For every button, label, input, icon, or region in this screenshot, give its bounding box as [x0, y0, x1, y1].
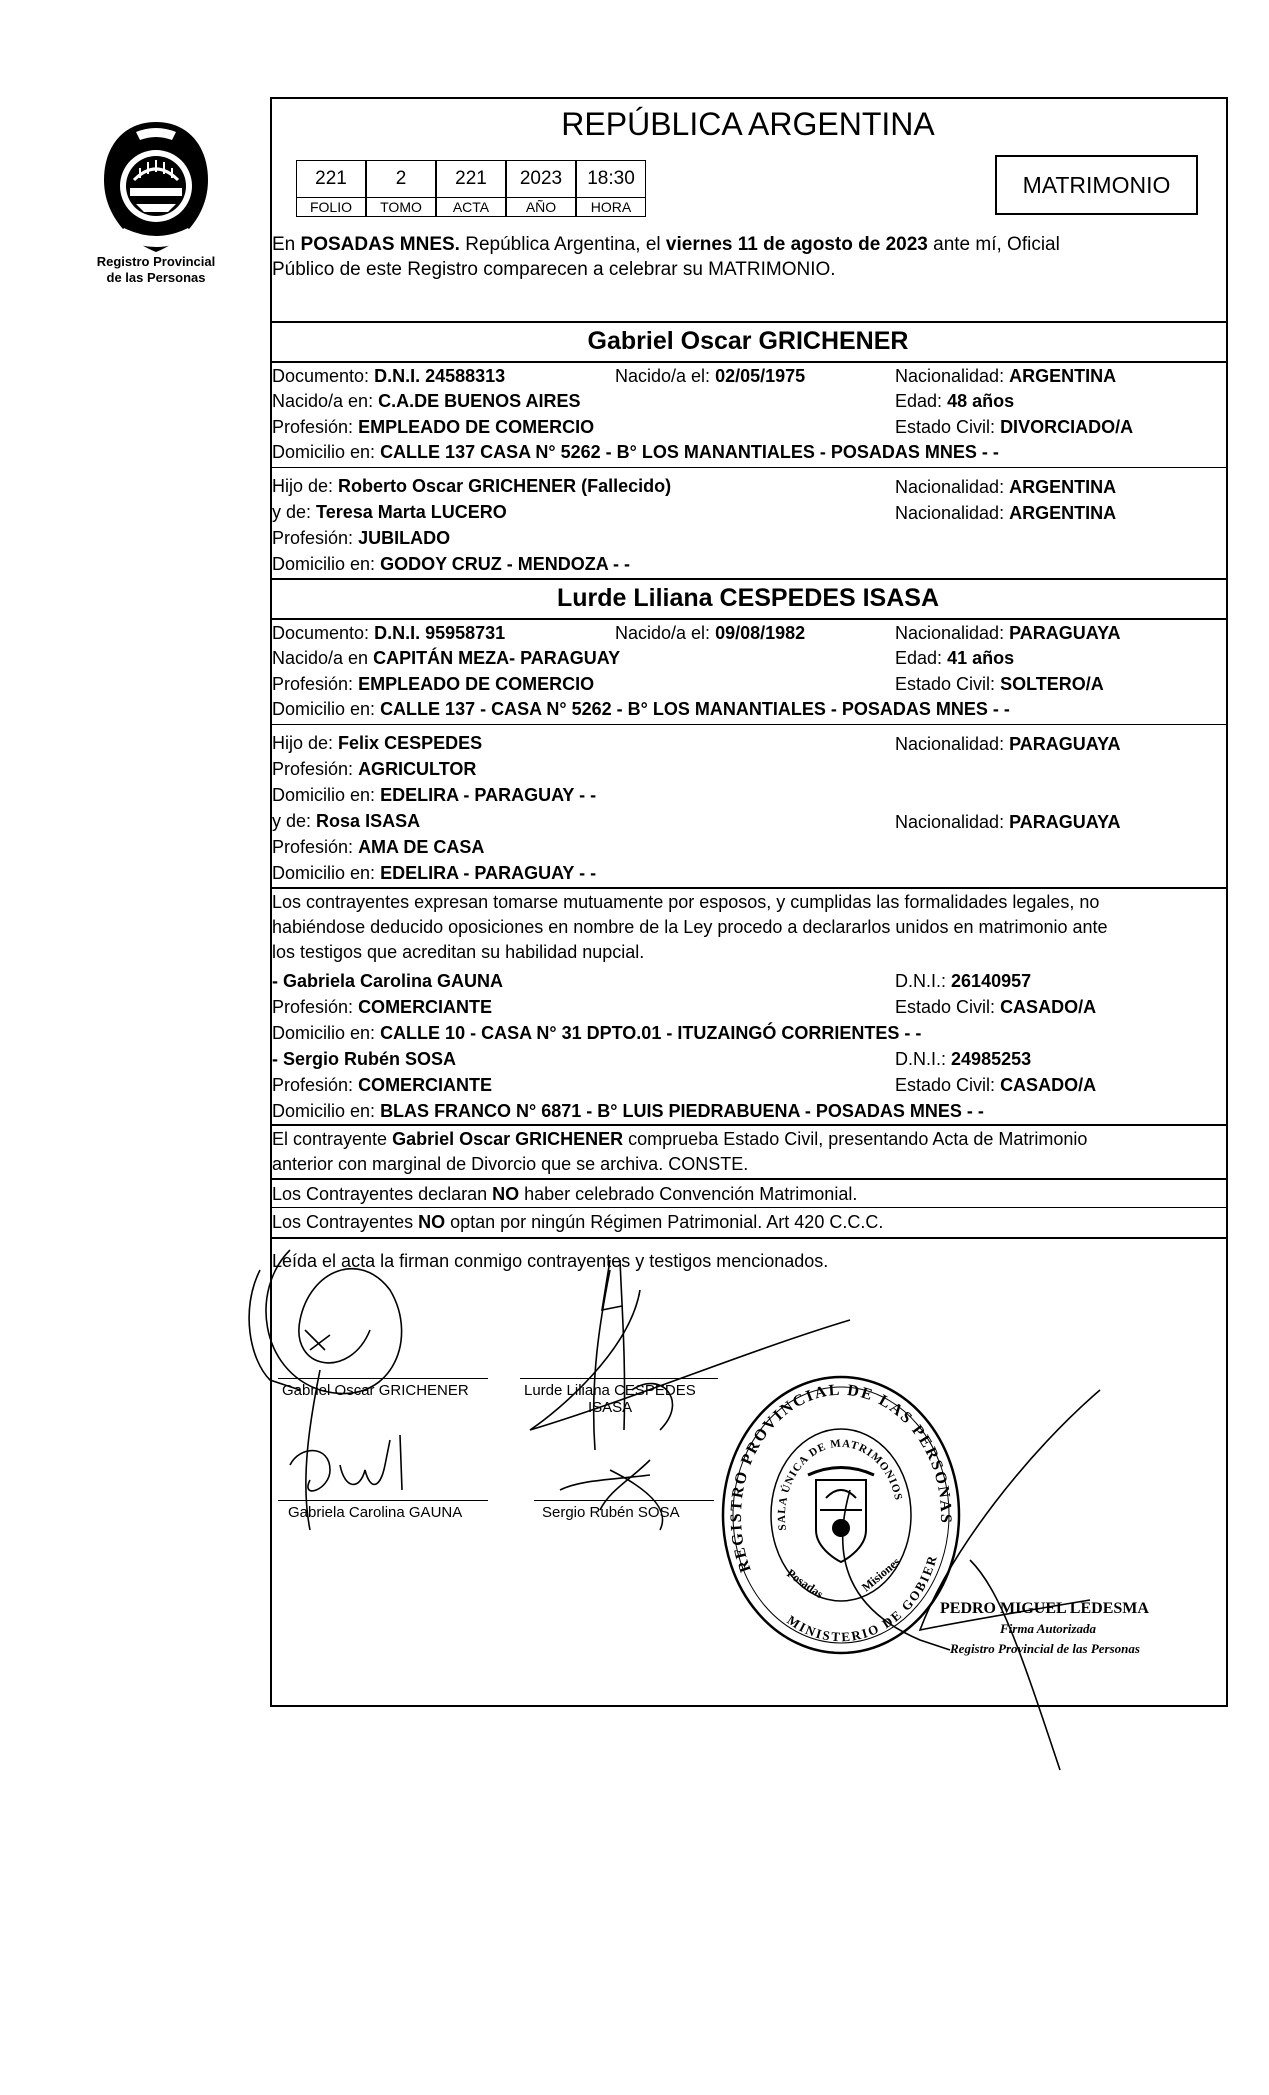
intro-line-2: Público de este Registro comparecen a celebrar su MATRIMONIO.	[272, 259, 836, 280]
bride-mother-nationality: Nacionalidad: PARAGUAYA	[895, 812, 1121, 832]
groom-father-nationality: Nacionalidad: ARGENTINA	[895, 477, 1117, 497]
groom-birthplace: Nacido/a en: C.A.DE BUENOS AIRES	[272, 391, 581, 411]
label-folio: FOLIO	[296, 197, 366, 217]
registry-seal-icon	[716, 1370, 966, 1660]
groom-parent-address: Domicilio en: GODOY CRUZ - MENDOZA - -	[272, 554, 631, 574]
signature-label-witness-1: Gabriela Carolina GAUNA	[288, 1504, 463, 1521]
divider	[270, 618, 1226, 620]
divider	[270, 1178, 1226, 1180]
bride-father-nationality: Nacionalidad: PARAGUAYA	[895, 734, 1121, 754]
intro-line-1: En POSADAS MNES. República Argentina, el viernes 11 de agosto de 2023 ante mí, Oficial	[272, 234, 1060, 255]
bride-born: Nacido/a el: 09/08/1982	[615, 623, 806, 643]
official-title: Firma Autorizada	[1000, 1621, 1096, 1636]
groom-nationality: Nacionalidad: ARGENTINA	[895, 366, 1117, 386]
field-acta: 221	[436, 160, 506, 198]
divider	[270, 361, 1226, 363]
note-line-1: El contrayente Gabriel Oscar GRICHENER comprueba Estado Civil, presentando Acta de Matrimonio	[272, 1129, 1088, 1149]
bride-address: Domicilio en: CALLE 137 - CASA N° 5262 - B° LOS MANANTIALES - POSADAS MNES - -	[272, 699, 1010, 719]
witness-2-dni: D.N.I.: 24985253	[895, 1049, 1032, 1069]
bride-father: Hijo de: Felix CESPEDES	[272, 733, 483, 753]
witness-2-civil-status: Estado Civil: CASADO/A	[895, 1075, 1097, 1095]
declaration-line-2: habiéndose deducido oposiciones en nombre de la Ley procedo a declararlos unidos en matrimonio ante	[272, 917, 1108, 937]
divider	[270, 724, 1226, 725]
province-seal-icon	[96, 118, 216, 258]
regime-line-2: Los Contrayentes NO optan por ningún Régimen Patrimonial. Art 420 C.C.C.	[272, 1212, 884, 1232]
label-anio: AÑO	[506, 197, 576, 217]
bride-age: Edad: 41 años	[895, 648, 1015, 668]
groom-profession: Profesión: EMPLEADO DE COMERCIO	[272, 417, 595, 437]
divider	[270, 887, 1226, 889]
divider	[270, 1124, 1226, 1126]
declaration-line-3: los testigos que acreditan su habilidad nupcial.	[272, 942, 645, 962]
bride-birthplace: Nacido/a en CAPITÁN MEZA- PARAGUAY	[272, 648, 621, 668]
witness-1-address: Domicilio en: CALLE 10 - CASA N° 31 DPTO.01 - ITUZAINGÓ CORRIENTES - -	[272, 1023, 922, 1043]
witness-1-profession: Profesión: COMERCIANTE	[272, 997, 493, 1017]
witness-1-name: - Gabriela Carolina GAUNA	[272, 971, 504, 991]
page-title: REPÚBLICA ARGENTINA	[561, 106, 935, 142]
regime-line-1: Los Contrayentes declaran NO haber celebrado Convención Matrimonial.	[272, 1184, 858, 1204]
witness-1-civil-status: Estado Civil: CASADO/A	[895, 997, 1097, 1017]
seal-inner-text: SALA ÚNICA DE MATRIMONIOS	[775, 1437, 905, 1532]
groom-civil-status: Estado Civil: DIVORCIADO/A	[895, 417, 1134, 437]
witness-2-address: Domicilio en: BLAS FRANCO N° 6871 - B° LUIS PIEDRABUENA - POSADAS MNES - -	[272, 1101, 984, 1121]
svg-text:SALA ÚNICA DE MATRIMONIOS	[776, 1438, 905, 1532]
field-anio: 2023	[506, 160, 576, 198]
intro-date: viernes 11 de agosto de 2023	[665, 234, 928, 255]
groom-document: Documento: D.N.I. 24588313	[272, 366, 506, 386]
bride-father-address: Domicilio en: EDELIRA - PARAGUAY - -	[272, 785, 597, 805]
logo-caption-2: de las Personas	[106, 270, 206, 285]
official-name: PEDRO MIGUEL LEDESMA	[940, 1600, 1149, 1617]
record-type-label: MATRIMONIO	[1022, 172, 1171, 198]
field-folio: 221	[296, 160, 366, 198]
divider	[270, 467, 1226, 468]
seal-city: Posadas	[784, 1565, 827, 1602]
groom-born: Nacido/a el: 02/05/1975	[615, 366, 806, 386]
witness-2-profession: Profesión: COMERCIANTE	[272, 1075, 493, 1095]
official-org: Registro Provincial de las Personas	[950, 1641, 1140, 1656]
official-seal	[716, 1370, 966, 1660]
bride-document: Documento: D.N.I. 95958731	[272, 623, 506, 643]
signature-label-witness-2: Sergio Rubén SOSA	[542, 1504, 680, 1521]
bride-mother: y de: Rosa ISASA	[272, 811, 421, 831]
witness-1-dni: D.N.I.: 26140957	[895, 971, 1032, 991]
field-hora: 18:30	[576, 160, 646, 198]
bride-mother-address: Domicilio en: EDELIRA - PARAGUAY - -	[272, 863, 597, 883]
groom-name: Gabriel Oscar GRICHENER	[587, 327, 909, 355]
seal-bottom-text: MINISTERIO DE GOBIER	[784, 1552, 941, 1645]
signature-label-bride-1: Lurde Liliana CESPEDES	[524, 1382, 696, 1399]
seal-province: Misiones	[858, 1554, 903, 1595]
declaration-line-1: Los contrayentes expresan tomarse mutuamente por esposos, y cumplidas las formalidades legales, no	[272, 892, 1100, 912]
signature-label-bride-2: ISASA	[588, 1399, 633, 1416]
note-line-2: anterior con marginal de Divorcio que se archiva. CONSTE.	[272, 1154, 749, 1174]
bride-nationality: Nacionalidad: PARAGUAYA	[895, 623, 1121, 643]
groom-father: Hijo de: Roberto Oscar GRICHENER (Fallecido)	[272, 476, 672, 496]
label-hora: HORA	[576, 197, 646, 217]
intro-place: POSADAS MNES.	[300, 234, 460, 255]
seal-outer-text: REGISTRO PROVINCIAL DE LAS PERSONAS	[727, 1381, 955, 1575]
closing-line: Leída el acta la firman conmigo contrayentes y testigos mencionados.	[272, 1251, 829, 1271]
logo-caption-1: Registro Provincial	[96, 254, 216, 269]
witness-2-name: - Sergio Rubén SOSA	[272, 1049, 457, 1069]
label-acta: ACTA	[436, 197, 506, 217]
bride-profession: Profesión: EMPLEADO DE COMERCIO	[272, 674, 595, 694]
field-tomo: 2	[366, 160, 436, 198]
groom-mother-nationality: Nacionalidad: ARGENTINA	[895, 503, 1117, 523]
bride-name: Lurde Liliana CESPEDES ISASA	[556, 584, 940, 612]
groom-address: Domicilio en: CALLE 137 CASA N° 5262 - B° LOS MANANTIALES - POSADAS MNES - -	[272, 442, 999, 462]
bride-mother-profession: Profesión: AMA DE CASA	[272, 837, 485, 857]
divider	[270, 321, 1226, 323]
groom-parent-profession: Profesión: JUBILADO	[272, 528, 451, 548]
svg-text:REGISTRO PROVINCIAL DE LAS PER	[728, 1382, 954, 1575]
signature-label-groom: Gabriel Oscar GRICHENER	[282, 1382, 469, 1399]
divider	[270, 578, 1226, 580]
divider	[270, 1207, 1226, 1208]
bride-civil-status: Estado Civil: SOLTERO/A	[895, 674, 1104, 694]
groom-age: Edad: 48 años	[895, 391, 1015, 411]
record-type-box	[995, 155, 1198, 215]
bride-father-profession: Profesión: AGRICULTOR	[272, 759, 477, 779]
groom-mother: y de: Teresa Marta LUCERO	[272, 502, 507, 522]
label-tomo: TOMO	[366, 197, 436, 217]
